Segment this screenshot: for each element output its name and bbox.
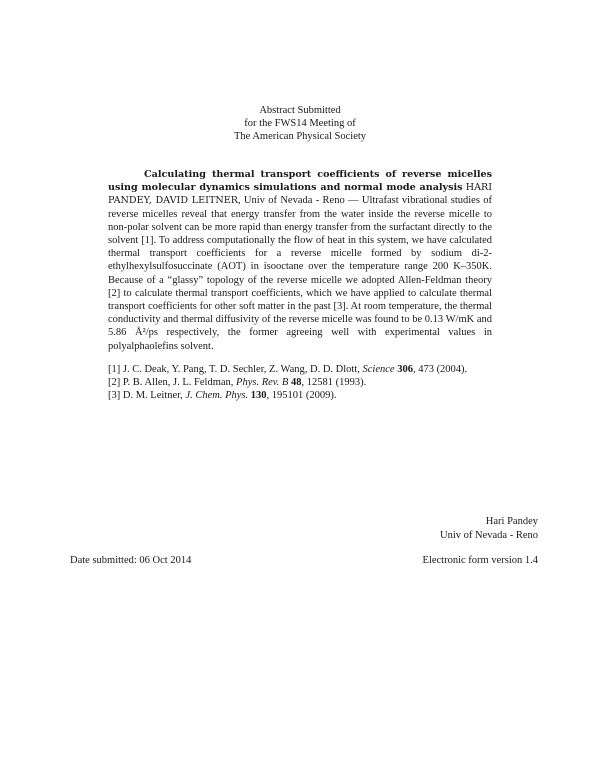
reference-pages-year: , 12581 (1993). bbox=[301, 377, 367, 389]
form-version: Electronic form version 1.4 bbox=[422, 555, 538, 566]
abstract-affiliation: , Univ of Nevada - Reno bbox=[237, 195, 345, 207]
reference-item bbox=[108, 376, 492, 389]
reference-volume: 306 bbox=[397, 364, 413, 375]
signature-block bbox=[440, 515, 538, 542]
reference-authors: [3] D. M. Leitner, bbox=[108, 390, 186, 402]
reference-journal: J. Chem. Phys. bbox=[185, 390, 249, 402]
abstract-separator: — bbox=[344, 195, 362, 207]
references-list bbox=[108, 363, 492, 403]
date-submitted: Date submitted: 06 Oct 2014 bbox=[70, 555, 192, 566]
reference-pages-year: , 473 (2004). bbox=[412, 364, 468, 375]
reference-item bbox=[108, 389, 492, 402]
header-line-3: The American Physical Society bbox=[233, 131, 367, 142]
abstract-body: Ultrafast vibrational studies of reverse micelles reveal that energy transfer from the water inside the reverse micelle to non-polar solvent can be more rapid than energy transfer from the surfactant directly to the solvent [1]. To address computationally the flow of heat in this system, we have calculated thermal transport coefficients for a reverse micelle formed by sodium di-2-ethylhexylsulfosuccinate (AOT) in isooctane over the temperature range 200 K–350K. Because of a “glassy” topology of the reverse micelle we adopted Allen-Feldman theory [2] to calculate thermal transport coefficients, which we have applied to calculate thermal transport coefficients for other soft matter in the past [3]. At room temperature, the thermal conductivity and thermal diffusivity of the reverse micelle was found to be 0.13 W/mK and 5.86 Å²/ps respectively, the former agreeing well with experimental values in polyalphaolefins solvent. bbox=[108, 195, 492, 352]
signature-name: Hari Pandey bbox=[485, 516, 538, 527]
reference-journal: Science bbox=[362, 364, 395, 375]
reference-authors: [1] J. C. Deak, Y. Pang, T. D. Sechler, Z. Wang, D. D. Dlott, bbox=[108, 364, 363, 375]
header-line-1: Abstract Submitted bbox=[259, 105, 341, 116]
reference-volume: 130 bbox=[250, 390, 267, 402]
abstract-title: Calculating thermal transport coefficients of reverse micelles using molecular dynamics simulations and normal mode analysis bbox=[108, 169, 492, 194]
submission-header bbox=[150, 104, 450, 143]
abstract-authors: HARI PANDEY, DAVID LEITNER bbox=[108, 182, 493, 207]
abstract-text bbox=[108, 168, 492, 353]
reference-authors: [2] P. B. Allen, J. L. Feldman, bbox=[108, 377, 237, 389]
signature-institution: Univ of Nevada - Reno bbox=[440, 529, 538, 541]
reference-volume: 48 bbox=[290, 377, 302, 389]
reference-pages-year: , 195101 (2009). bbox=[266, 390, 337, 402]
reference-item bbox=[108, 363, 492, 376]
header-line-2: for the FWS14 Meeting of bbox=[244, 118, 356, 129]
reference-journal: Phys. Rev. B bbox=[236, 377, 289, 389]
